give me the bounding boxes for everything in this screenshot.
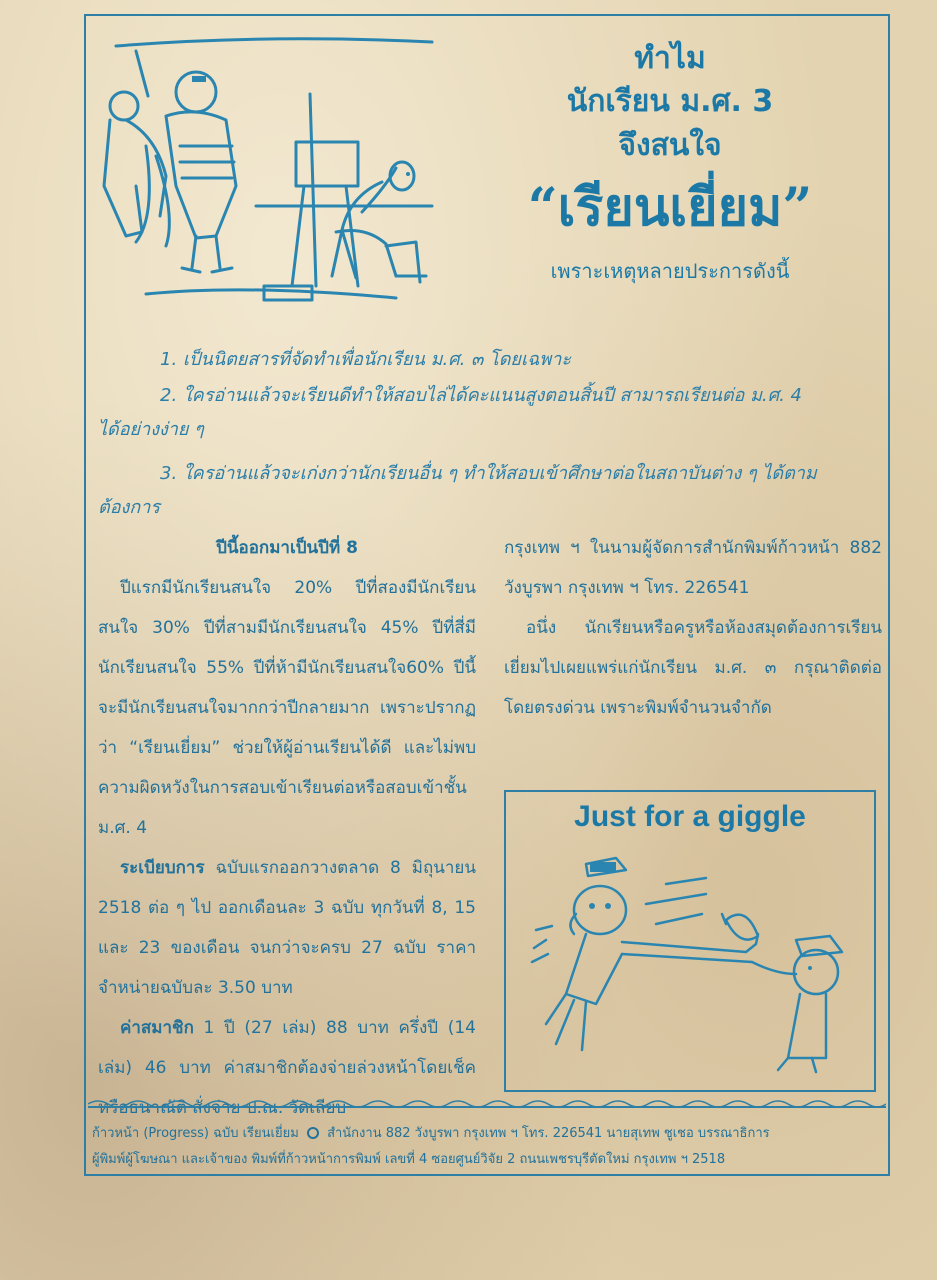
rules-text: ฉบับแรกออกวางตลาด 8 มิถุนายน 2518 ต่อ ๆ ไป ออกเดือนละ 3 ฉบับ ทุกวันที่ 8, 15 และ 23 ของเดือน จนกว่าจะครบ 27 ฉบับ ราคาจำหน่ายฉบับละ 3.50 บาท [98, 858, 476, 998]
publisher-address-paragraph: กรุงเทพ ฯ ในนามผู้จัดการสำนักพิมพ์ก้าวหน้า 882 วังบูรพา กรุงเทพ ฯ โทร. 226541 [504, 538, 882, 598]
imprint-office-address: สำนักงาน 882 วังบูรพา กรุงเทพ ฯ โทร. 226541 นายสุเทพ ชูเชอ บรรณาธิการ [327, 1126, 770, 1141]
headline-line-3: จึงสนใจ [618, 128, 722, 163]
rules-label: ระเบียบการ [120, 858, 205, 878]
notice-paragraph: อนึ่ง นักเรียนหรือครูหรือห้องสมุดต้องการเรียนเยี่ยมไปเผยแพร่แก่นักเรียน ม.ศ. ๓ กรุณาติดต่อโดยตรงด่วน เพราะพิมพ์จำนวนจำกัด [504, 618, 882, 718]
publisher-logo-icon [307, 1127, 319, 1139]
giggle-title: Just for a giggle [574, 800, 806, 833]
right-column [504, 528, 882, 728]
year-subhead: ปีนี้ออกมาเป็นปีที่ 8 [216, 538, 358, 558]
magazine-title: “เรียนเยี่ยม” [527, 177, 813, 238]
subscription-text: 1 ปี (27 เล่ม) 88 บาท ครึ่งปี (14 เล่ม) 46 บาท ค่าสมาชิกต้องจ่ายล่วงหน้าโดยเช็คหรือธนาณัติ สั่งจ่าย ป.ณ. วัดเลียบ [98, 1018, 476, 1118]
left-column [98, 528, 476, 1128]
rules-paragraph [98, 848, 476, 1008]
publisher-imprint-footer [88, 1106, 886, 1174]
headline-subtitle: เพราะเหตุหลายประการดังนี้ [550, 259, 790, 283]
imprint-line-2: ผู้พิมพ์ผู้โฆษณา และเจ้าของ พิมพ์ที่ก้าวหน้าการพิมพ์ เลขที่ 4 ซอยศูนย์วิจัย 2 ถนนเพชรบุรีตัดใหม่ กรุงเทพ ฯ 2518 [92, 1152, 726, 1167]
interest-paragraph: ปีแรกมีนักเรียนสนใจ 20% ปีที่สองมีนักเรียนสนใจ 30% ปีที่สามมีนักเรียนสนใจ 45% ปีที่สี่มีนักเรียนสนใจ 55% ปีที่ห้ามีนักเรียนสนใจ60% ปีนี้จะมีนักเรียนสนใจมากกว่าปีกลายมาก เพราะปรากฏว่า “เรียนเยี่ยม” ช่วยให้ผู้อ่านเรียนได้ดี และไม่พบความผิดหวังในการสอบเข้าเรียนต่อหรือสอบเข้าชั้นม.ศ. 4 [98, 578, 476, 838]
giggle-cartoon-box [504, 790, 876, 1092]
reason-3: 3. ใครอ่านแล้วจะเก่งกว่านักเรียนอื่น ๆ ทำให้สอบเข้าศึกษาต่อในสถาบันต่าง ๆ ได้ตาม [160, 463, 817, 484]
subscription-label: ค่าสมาชิก [120, 1018, 194, 1038]
wavy-divider [88, 1098, 886, 1110]
headline-line-1: ทำไม [634, 41, 706, 76]
headline-line-2: นักเรียน ม.ศ. 3 [566, 84, 774, 119]
headline-block [470, 38, 870, 288]
imprint-line-1 [92, 1122, 770, 1143]
trombone-cartoon-illustration [526, 844, 856, 1084]
reason-2: 2. ใครอ่านแล้วจะเรียนดีทำให้สอบไล่ได้คะแนนสูงตอนสิ้นปี สามารถเรียนต่อ ม.ศ. 4 [160, 385, 802, 406]
reason-3-continued: ต้องการ [98, 497, 160, 518]
reason-1: 1. เป็นนิตยสารที่จัดทำเพื่อนักเรียน ม.ศ. ๓ โดยเฉพาะ [160, 349, 572, 370]
imprint-publication-name: ก้าวหน้า (Progress) ฉบับ เรียนเยี่ยม [92, 1126, 299, 1141]
reason-2-continued: ได้อย่างง่าย ๆ [98, 419, 204, 440]
fishermen-painter-illustration [96, 36, 436, 306]
